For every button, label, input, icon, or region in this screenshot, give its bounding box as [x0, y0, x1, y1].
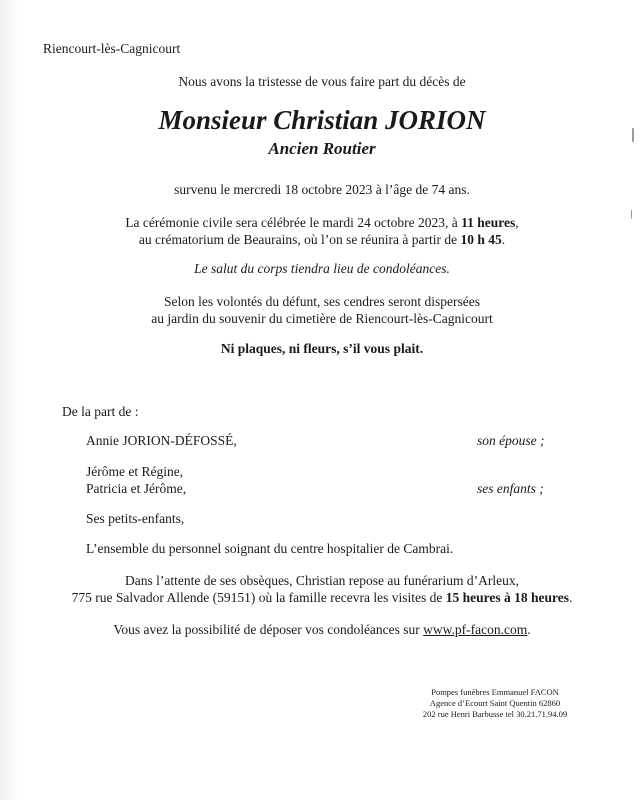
child-name: Jérôme et Régine,	[86, 464, 184, 479]
footer-address: 202 rue Henri Barbusse tel 30.21.71.94.09	[422, 709, 568, 719]
no-flowers-text: Ni plaques, ni fleurs, s’il vous plait.	[220, 341, 424, 356]
ceremony-line-2	[0, 231, 644, 248]
condolences-text: Vous avez la possibilité de déposer vos condoléances sur	[113, 622, 424, 637]
visiting-hours: 15 heures à 18 heures	[445, 590, 570, 605]
condolences-line	[0, 621, 644, 638]
death-notice: survenu le mercredi 18 octobre 2023 à l’âge de 74 ans.	[174, 182, 470, 197]
ceremony-time: 11 heures	[461, 215, 516, 230]
child-name: Patricia et Jérôme,	[86, 481, 187, 496]
funeral-home-line-2	[0, 589, 644, 606]
funeral-home-text: 775 rue Salvador Allende (59151) où la famille recevra les visites de	[71, 590, 446, 605]
deceased-title: Ancien Routier	[268, 139, 376, 158]
children-relation: ses enfants ;	[477, 481, 544, 496]
funeral-home-punct: .	[569, 590, 573, 605]
condolences-punct: .	[527, 622, 531, 637]
spouse-name: Annie JORION-DÉFOSSÉ,	[86, 433, 237, 448]
salut-text: Le salut du corps tiendra lieu de condoléances.	[194, 261, 450, 276]
intro-text: Nous avons la tristesse de vous faire part du décès de	[178, 74, 466, 89]
deceased-name: Monsieur Christian JORION	[158, 105, 486, 135]
staff-text: L’ensemble du personnel soignant du centre hospitalier de Cambrai.	[86, 541, 454, 556]
grandchildren-text: Ses petits-enfants,	[86, 511, 185, 526]
ceremony-punct: ,	[515, 215, 519, 230]
from-label: De la part de :	[62, 404, 139, 419]
ceremony-punct: .	[501, 232, 506, 247]
ceremony-line-1	[0, 214, 644, 231]
ashes-line-1: Selon les volontés du défunt, ses cendres seront dispersées	[163, 294, 481, 309]
spouse-relation: son épouse ;	[477, 433, 545, 448]
ceremony-text: La cérémonie civile sera célébrée le mardi 24 octobre 2023, à	[125, 215, 462, 230]
footer-agency: Agence d’Ecourt Saint Quentin 62860	[429, 698, 561, 708]
ceremony-text: au crématorium de Beaurains, où l’on se réunira à partir de	[138, 232, 461, 247]
footer-company: Pompes funèbres Emmanuel FACON	[431, 687, 559, 697]
condolences-link[interactable]: www.pf-facon.com	[423, 622, 528, 637]
funeral-home-line-1: Dans l’attente de ses obsèques, Christian repose au funérarium d’Arleux,	[124, 573, 519, 588]
ashes-line-2: au jardin du souvenir du cimetière de Riencourt-lès-Cagnicourt	[151, 311, 493, 326]
location-header: Riencourt-lès-Cagnicourt	[43, 41, 181, 56]
gathering-time: 10 h 45	[460, 232, 502, 247]
